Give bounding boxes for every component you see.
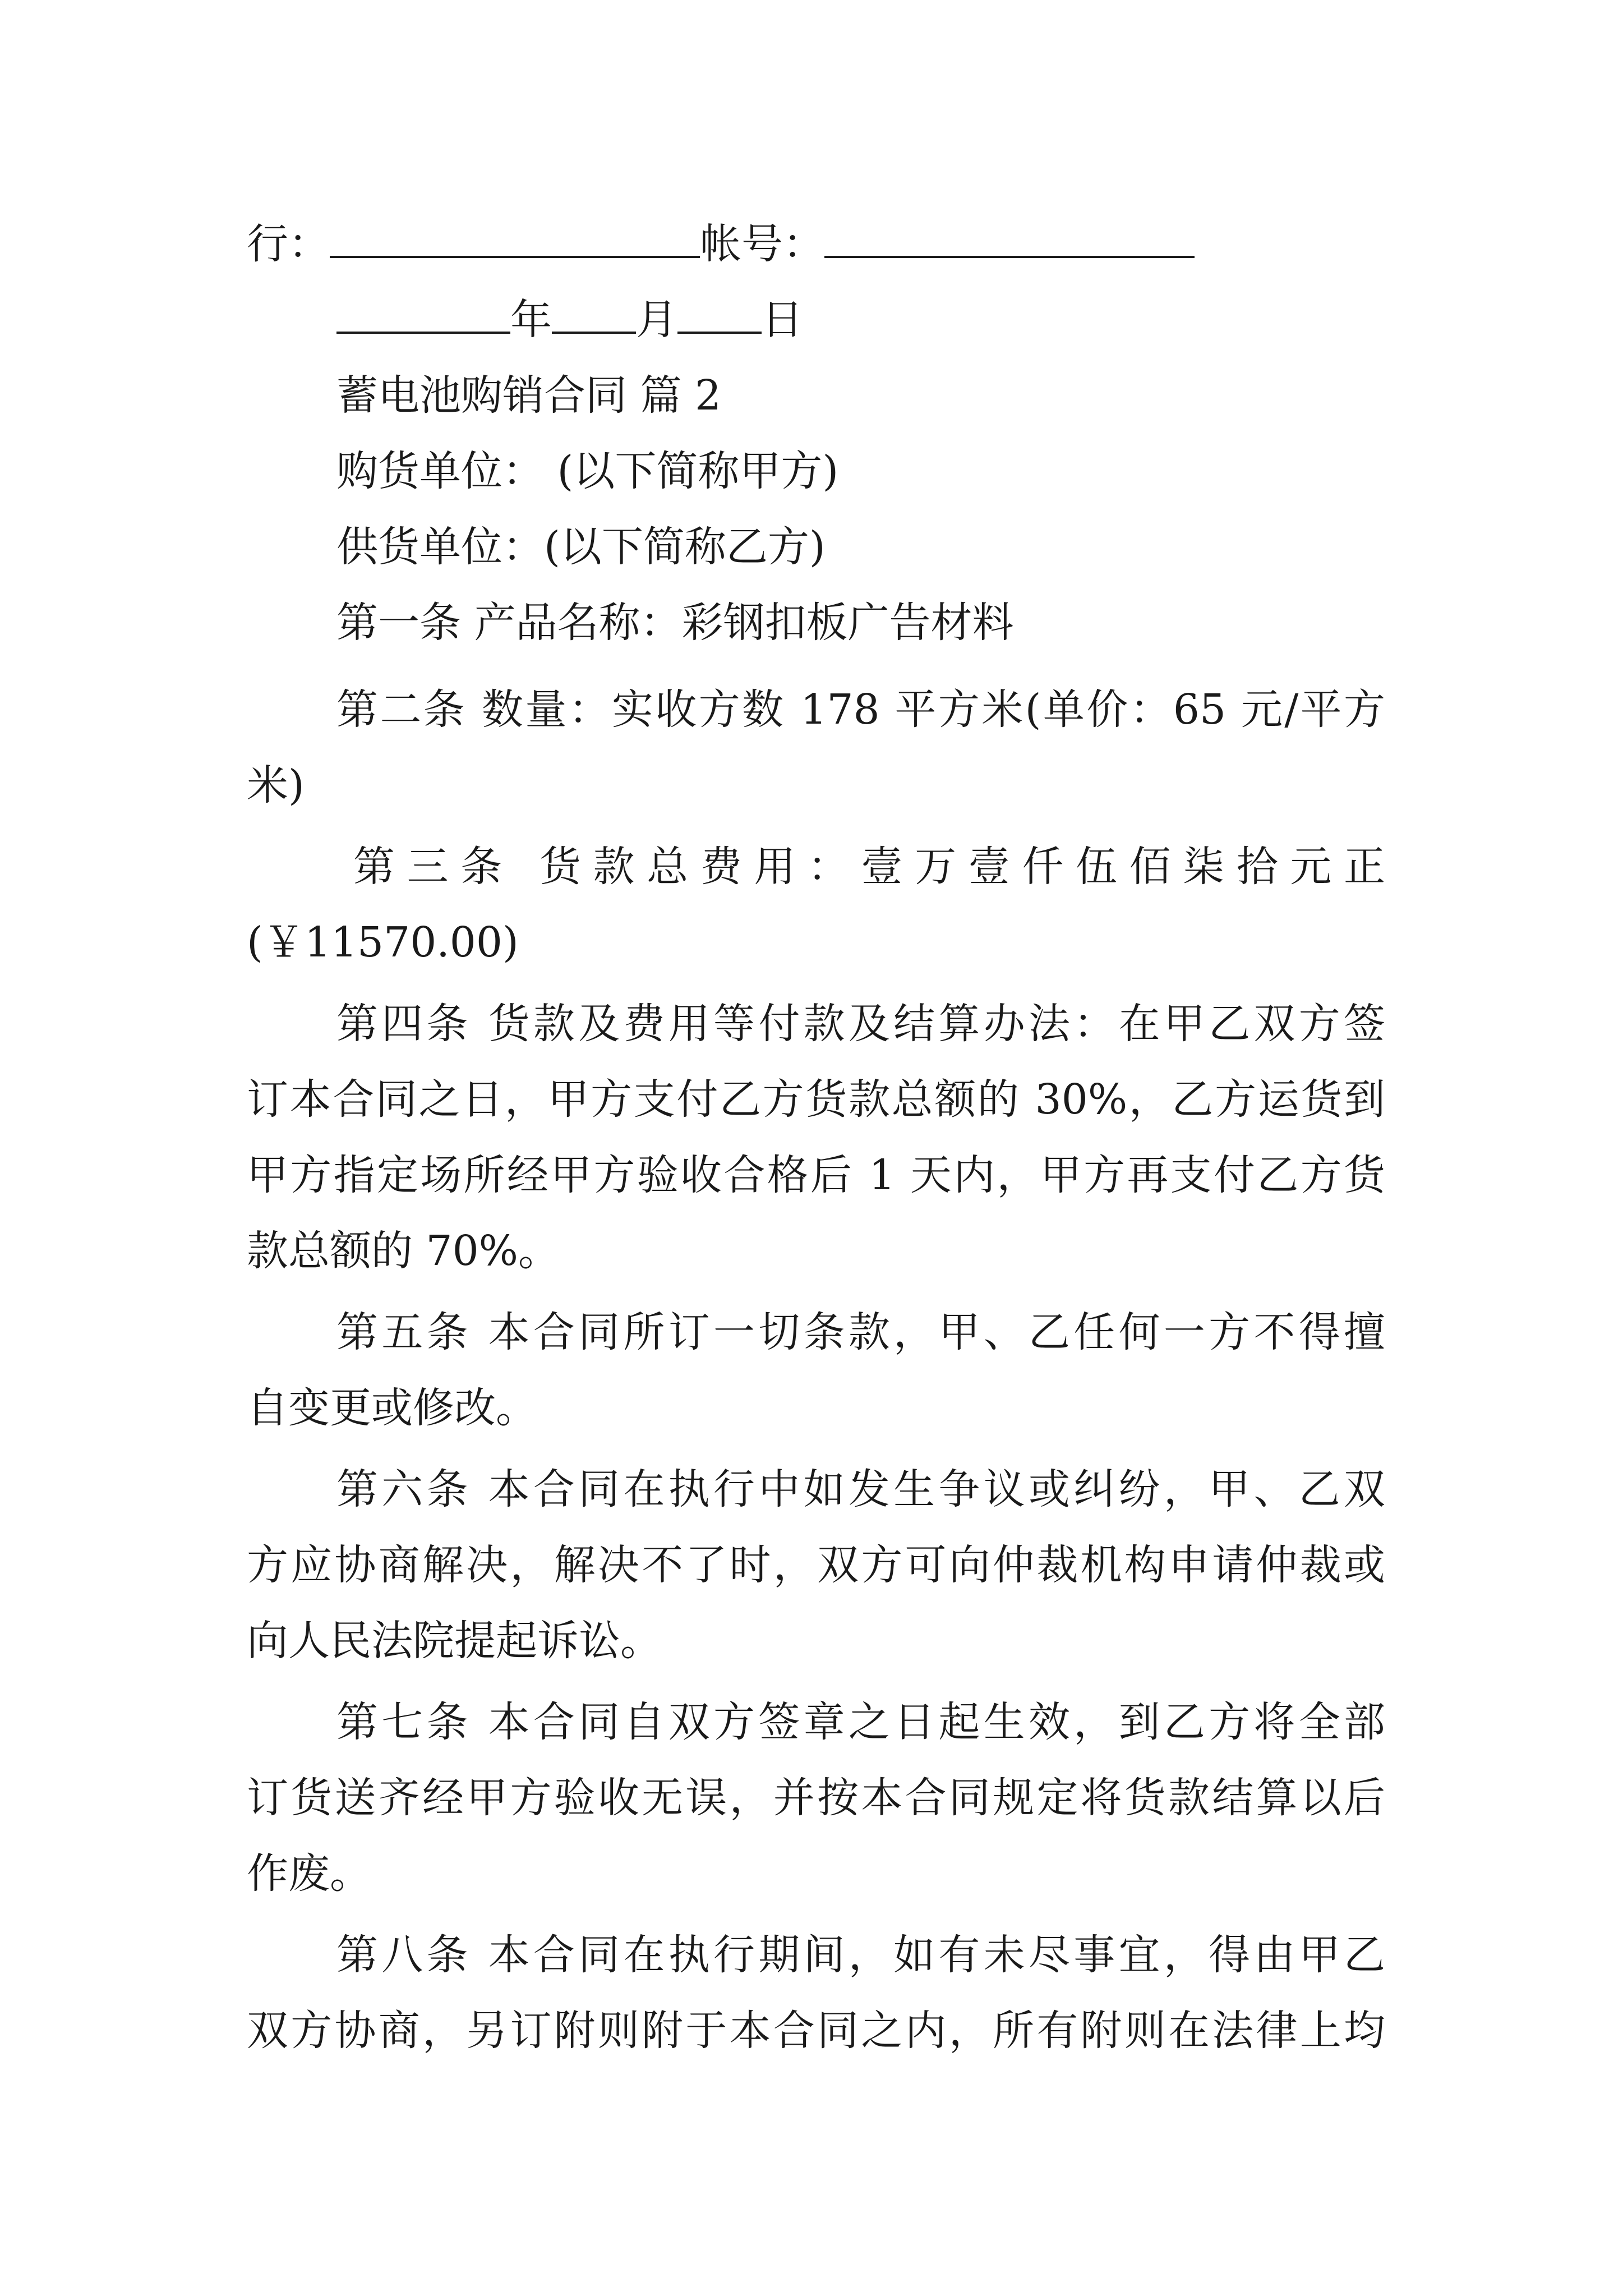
account-label: 帐号： — [700, 220, 824, 268]
article-5-line-2: 自变更或修改。 — [247, 1384, 537, 1432]
bank-account-line — [247, 208, 1385, 280]
article-4-line-4: 款总额的 70%。 — [247, 1227, 560, 1275]
article-7-line-3: 作废。 — [247, 1849, 371, 1898]
article-3-line-2: (￥11570.00) — [247, 918, 519, 967]
article-8-line-2: 双方协商，另订附则附于本合同之内，所有附则在法律上均 — [247, 2007, 1385, 2055]
article-6-line-1: 第六条 本合同在执行中如发生争议或纠纷，甲、乙双 — [336, 1465, 1385, 1513]
account-blank — [824, 217, 1195, 258]
article-2-line-2: 米) — [247, 761, 305, 809]
month-blank — [552, 292, 636, 334]
article-7-line-1: 第七条 本合同自双方签章之日起生效，到乙方将全部 — [336, 1698, 1385, 1746]
article-5-line-1: 第五条 本合同所订一切条款，甲、乙任何一方不得擅 — [336, 1308, 1385, 1356]
supplier-line: 供货单位：(以下简称乙方) — [336, 523, 826, 571]
article-6-line-3: 向人民法院提起诉讼。 — [247, 1617, 662, 1665]
article-8-line-1: 第八条 本合同在执行期间，如有未尽事宜，得由甲乙 — [336, 1931, 1385, 1979]
article-4-line-2: 订本合同之日，甲方支付乙方货款总额的 30%，乙方运货到 — [247, 1075, 1385, 1124]
article-2-line-1: 第二条 数量：实收方数 178 平方米(单价：65 元/平方 — [336, 685, 1385, 734]
article-4-line-1: 第四条 货款及费用等付款及结算办法：在甲乙双方签 — [336, 1000, 1385, 1048]
buyer-line: 购货单位： (以下简称甲方) — [336, 447, 839, 495]
article-7-line-2: 订货送齐经甲方验收无误，并按本合同规定将货款结算以后 — [247, 1774, 1385, 1822]
bank-label: 行： — [247, 220, 330, 268]
article-6-line-2: 方应协商解决，解决不了时，双方可向仲裁机构申请仲裁或 — [247, 1541, 1385, 1589]
day-label: 日 — [762, 296, 803, 344]
date-line — [336, 283, 1475, 356]
article-1: 第一条 产品名称：彩钢扣板广告材料 — [336, 599, 1014, 647]
month-label: 月 — [636, 296, 677, 344]
article-3-line-1: 第三条 货款总费用：壹万壹仟伍佰柒拾元正 — [353, 843, 1385, 891]
year-blank — [336, 292, 510, 334]
section-title: 蓄电池购销合同 篇 2 — [336, 371, 722, 420]
article-4-line-3: 甲方指定场所经甲方验收合格后 1 天内，甲方再支付乙方货 — [247, 1151, 1385, 1199]
bank-blank — [330, 217, 700, 258]
day-blank — [677, 292, 762, 334]
year-label: 年 — [510, 296, 552, 344]
